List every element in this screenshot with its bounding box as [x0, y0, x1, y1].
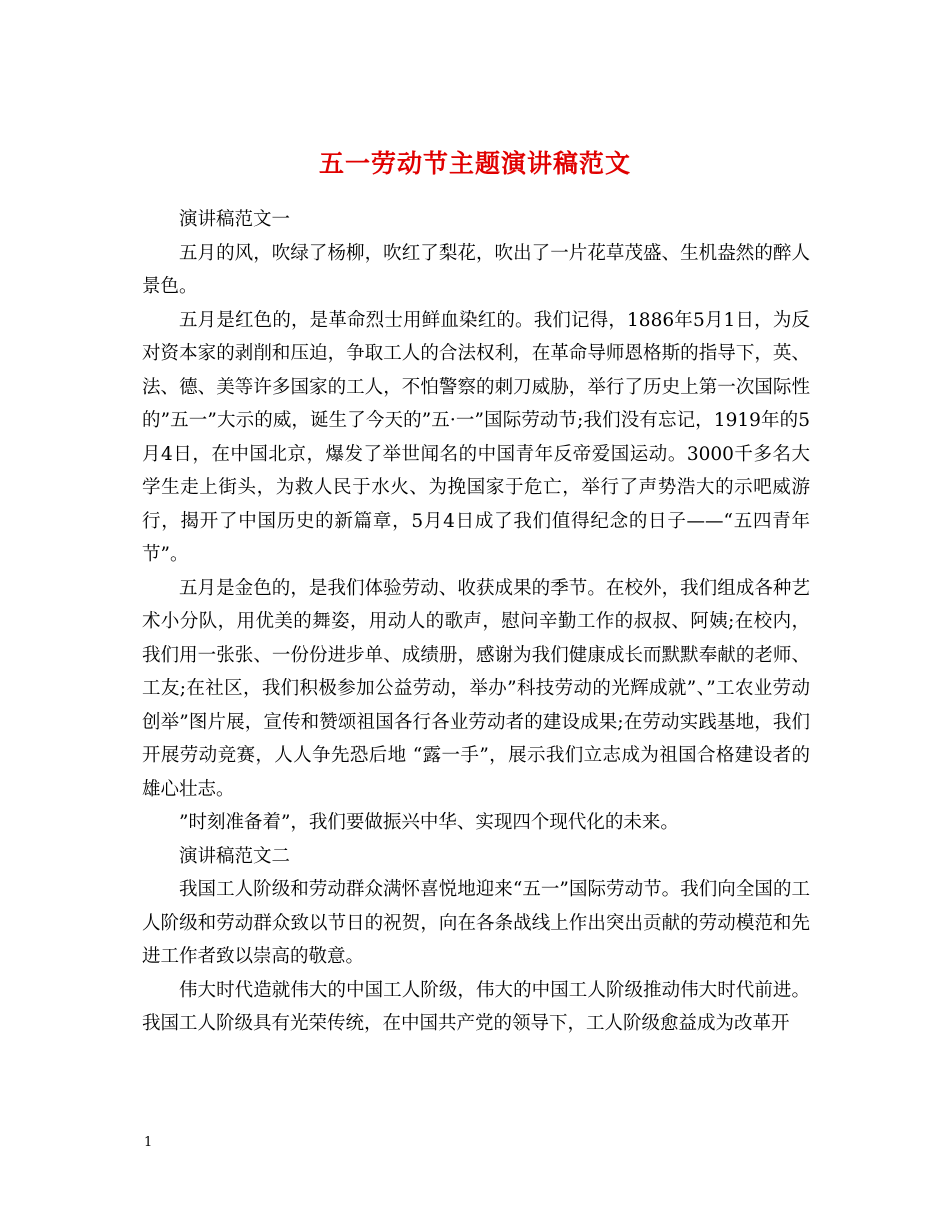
section-heading-2: 演讲稿范文二 [179, 845, 291, 867]
document-body [142, 203, 810, 1041]
paragraph: 伟大时代造就伟大的中国工人阶级，伟大的中国工人阶级推动伟大时代前进。我国工人阶级具有光荣传统，在中国共产党的领导下，工人阶级愈益成为改革开 [142, 979, 810, 1034]
section-heading-1: 演讲稿范文一 [179, 209, 291, 230]
paragraph: ”时刻准备着”，我们要做振兴中华、实现四个现代化的未来。 [179, 812, 679, 833]
paragraph: 五月的风，吹绿了杨柳，吹红了梨花，吹出了一片花草茂盛、生机盎然的醉人景色。 [142, 242, 810, 297]
page-number: 1 [144, 1135, 153, 1150]
paragraph: 我国工人阶级和劳动群众满怀喜悦地迎来“五一”国际劳动节。我们向全国的工人阶级和劳动群众致以节日的祝贺，向在各条战线上作出突出贡献的劳动模范和先进工作者致以崇高的敬意。 [142, 879, 810, 967]
page-title: 五一劳动节主题演讲稿范文 [318, 148, 631, 178]
paragraph: 五月是金色的，是我们体验劳动、收获成果的季节。在校外，我们组成各种艺术小分队，用优美的舞姿，用动人的歌声，慰问辛勤工作的叔叔、阿姨;在校内，我们用一张张、一份份进步单、成绩册，感谢为我们健康成长而默默奉献的老师、工友;在社区，我们积极参加公益劳动，举办”科技劳动的光辉成就”、”工农业劳动创举”图片展，宣传和赞颂祖国各行各业劳动者的建设成果;在劳动实践基地，我们开展劳动竞赛，人人争先恐后地 “露一手”，展示我们立志成为祖国合格建设者的雄心壮志。 [142, 577, 810, 800]
paragraph: 五月是红色的，是革命烈士用鲜血染红的。我们记得，1886年5月1日，为反对资本家的剥削和压迫，争取工人的合法权利，在革命导师恩格斯的指导下，英、法、德、美等许多国家的工人，不怕警察的刺刀威胁，举行了历史上第一次国际性的”五一”大示的威，诞生了今天的”五·一”国际劳动节;我们没有忘记，1919年的5月4日，在中国北京，爆发了举世闻名的中国青年反帝爱国运动。3000千多名大学生走上街头，为救人民于水火、为挽国家于危亡，举行了声势浩大的示吧威游行，揭开了中国历史的新篇章，5月4日成了我们值得纪念的日子——“五四青年节”。 [142, 309, 810, 565]
